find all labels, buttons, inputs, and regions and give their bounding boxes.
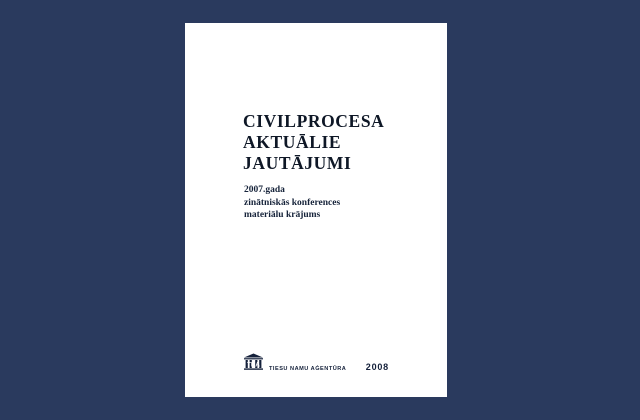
- book-cover: [185, 23, 447, 397]
- cover-footer: [185, 347, 447, 373]
- publisher-block: [243, 353, 346, 373]
- publisher-name: TIESU NAMU AĠENTŪRA: [269, 366, 347, 372]
- title-line-2: AKTUĀLIE: [243, 132, 342, 152]
- book-subtitle: [244, 184, 434, 222]
- subtitle-line-1: 2007.gada: [244, 185, 285, 195]
- publication-year: 2008: [365, 362, 389, 372]
- tna-building-logo-icon: [243, 353, 264, 373]
- tna-logo-text: TNA: [247, 361, 260, 369]
- subtitle-line-2: zinātniskās konferences: [244, 197, 341, 208]
- title-line-1: CIVILPROCESA: [243, 111, 385, 131]
- subtitle-line-3: materiālu krājums: [244, 210, 321, 220]
- book-cover-inner: [185, 23, 447, 397]
- title-line-3: JAUTĀJUMI: [243, 153, 352, 173]
- book-title: [243, 111, 433, 174]
